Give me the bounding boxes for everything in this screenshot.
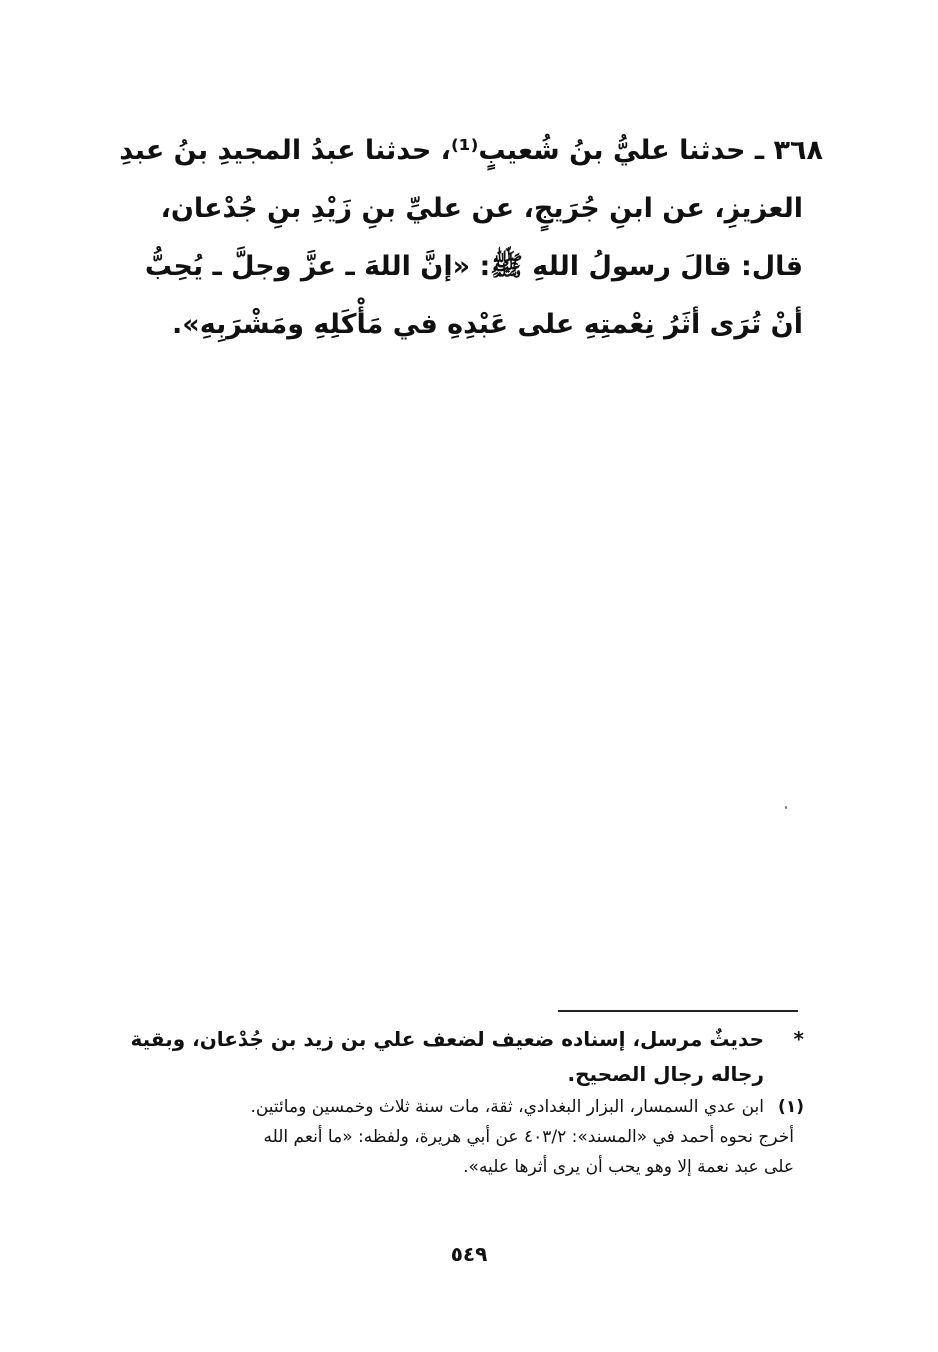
- grading-note-text-1: حديثٌ مرسل، إسناده ضعيف لضعف علي بن زيد بن جُدْعان، وبقية: [130, 1027, 764, 1051]
- hadith-line-4: أنْ تُرَى أثَرُ نِعْمتِهِ على عَبْدِهِ في مَأْكَلِهِ ومَشْرَبِهِ».: [172, 309, 803, 340]
- hadith-line-2: العزيزِ، عن ابنِ جُرَيجٍ، عن عليِّ بنِ زَيْدِ بنِ جُدْعان،: [160, 193, 803, 224]
- hadith-text-block: [113, 122, 823, 354]
- hadith-line-1: ٣٦٨ ـ حدثنا عليُّ بنُ شُعيبٍ⁽¹⁾، حدثنا عبدُ المجيدِ بنُ عبدِ: [119, 135, 823, 166]
- hadith-number: ٣٦٨: [773, 135, 823, 166]
- star-marker: *: [793, 1027, 804, 1051]
- hadith-line-3: قال: قالَ رسولُ اللهِ ﷺ: «إنَّ اللهَ ـ عزَّ وجلَّ ـ يُحِبُّ: [144, 251, 803, 282]
- footnote-1-text-1: ابن عدي السمسار، البزار البغدادي، ثقة، مات سنة ثلاث وخمسين ومائتين.: [250, 1097, 764, 1117]
- grading-note-line-2: رجاله رجال الصحيح.: [567, 1062, 764, 1086]
- footnote-1-line-2: أخرج نحوه أحمد في «المسند»: ٤٠٣/٢ عن أبي هريرة، ولفظه: «ما أنعم الله: [263, 1127, 794, 1147]
- footnote-separator: [558, 1010, 798, 1012]
- grading-note-line-1: [104, 1022, 804, 1057]
- page-number: ٥٤٩: [450, 1242, 488, 1266]
- footnote-1-marker: (١): [778, 1097, 804, 1117]
- footnote-1-line-1: [104, 1092, 804, 1122]
- footnotes-block: [104, 1022, 804, 1182]
- hadith-line-1-text: حدثنا عليُّ بنُ شُعيبٍ⁽¹⁾، حدثنا عبدُ المجيدِ بنُ عبدِ: [119, 135, 746, 166]
- scan-speck: [785, 806, 787, 809]
- footnote-1-line-3: على عبد نعمة إلا وهو يحب أن يرى أثرها عليه».: [463, 1157, 794, 1177]
